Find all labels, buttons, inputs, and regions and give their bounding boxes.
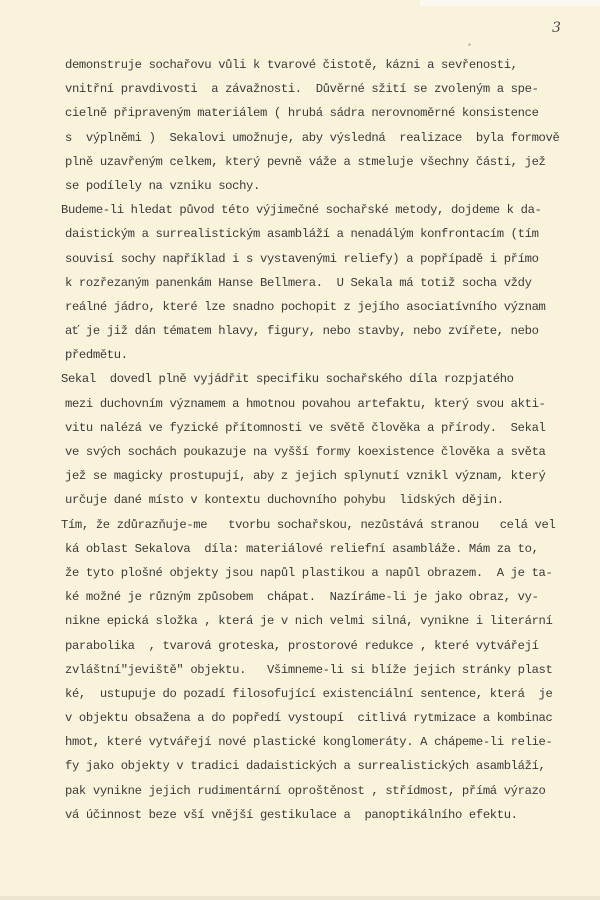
text-line: se podílely na vzniku sochy.: [65, 178, 260, 193]
text-line: že tyto plošné objekty jsou napůl plastikou a napůl obrazem. A je ta-: [65, 565, 553, 580]
text-line: určuje dané místo v kontextu duchovního pohybu lidských dějin.: [65, 493, 504, 508]
text-line: fy jako objekty v tradici dadaistických a surrealistických asambláží,: [65, 759, 546, 774]
text-line: plně uzavřeným celkem, který pevně váže a stmeluje všechny části, jež: [65, 154, 546, 169]
paragraph-first-line: Budeme-li hledat původ této výjimečné sochařské metody, dojdeme k da-: [61, 203, 542, 218]
text-line: cielně připraveným materiálem ( hrubá sádra nerovnoměrné konsistence: [65, 106, 539, 121]
text-line: hmot, které vytvářejí nové plastické konglomeráty. A chápeme-li relie-: [65, 735, 553, 750]
text-line: předmětu.: [65, 348, 128, 363]
text-line: ať je již dán tématem hlavy, figury, nebo stavby, nebo zvířete, nebo: [65, 324, 539, 339]
paragraph-first-line: Sekal dovedl plně vyjádřit specifiku sochařského díla rozpjatého: [61, 372, 514, 387]
text-line: vá účinnost beze vší vnější gestikulace a panoptikálního efektu.: [65, 807, 518, 822]
text-line: mezi duchovním významem a hmotnou povahou artefaktu, který svou akti-: [65, 396, 546, 411]
text-line: ve svých sochách poukazuje na vyšší formy koexistence člověka a světa: [65, 445, 546, 459]
text-line: ké možné je různým způsobem chápat. Nazíráme-li je jako obraz, vy-: [65, 590, 539, 605]
text-line: souvisí sochy například i s vystavenými reliefy) a popřípadě i přímo: [65, 251, 539, 266]
margin-mark: *: [467, 43, 472, 52]
text-line: reálné jádro, které lze snadno pochopit z jejího asociatívního význam: [65, 299, 546, 314]
text-line: vitu nalézá ve fyzické přítomnosti ve světě člověka a přírody. Sekal: [65, 420, 546, 435]
text-line: ké, ustupuje do pozadí filosofující existenciální sentence, která je: [65, 686, 553, 701]
text-line: parabolika , tvarová groteska, prostorové redukce , které vytvářejí: [65, 638, 539, 653]
text-line: jež se magicky prostupují, aby z jejich splynutí vznikl význam, který: [65, 469, 546, 484]
typewritten-text-body: [61, 53, 600, 827]
text-line: ká oblast Sekalova díla: materiálové reliefní asambláže. Mám za to,: [65, 541, 539, 556]
paragraph-first-line: Tím, že zdůrazňuje-me tvorbu sochařskou, nezůstává stranou celá vel: [61, 517, 556, 532]
text-line: k rozřezaným panenkám Hanse Bellmera. U Sekala má totiž socha vždy: [65, 275, 532, 290]
text-line: v objektu obsažena a do popředí vystoupí citlivá rytmizace a kombinac: [65, 711, 553, 726]
page-number: 3: [552, 20, 561, 36]
paper-edge: [420, 0, 600, 6]
text-line: daistickým a surrealistickým asambláží a nenadálým konfrontacím (tím: [65, 227, 539, 242]
text-line: nikne epická složka , která je v nich velmi silná, vynikne i literární: [65, 614, 553, 629]
text-line: demonstruje sochařovu vůli k tvarové čistotě, kázni a sevřenosti,: [65, 58, 518, 72]
text-line: pak vynikne jejich rudimentární oproštěnost , střídmost, přímá výrazo: [65, 783, 546, 798]
paper-edge: [0, 896, 600, 900]
text-line: zvláštní"jeviště" objektu. Všimneme-li si blíže jejich stránky plast: [65, 662, 553, 677]
text-line: vnitřní pravdivosti a závažnosti. Důvěrné sžití se zvoleným a spe-: [65, 82, 539, 97]
text-line: s výplněmi ) Sekalovi umožnuje, aby výsledná realizace byla formově: [65, 130, 560, 145]
